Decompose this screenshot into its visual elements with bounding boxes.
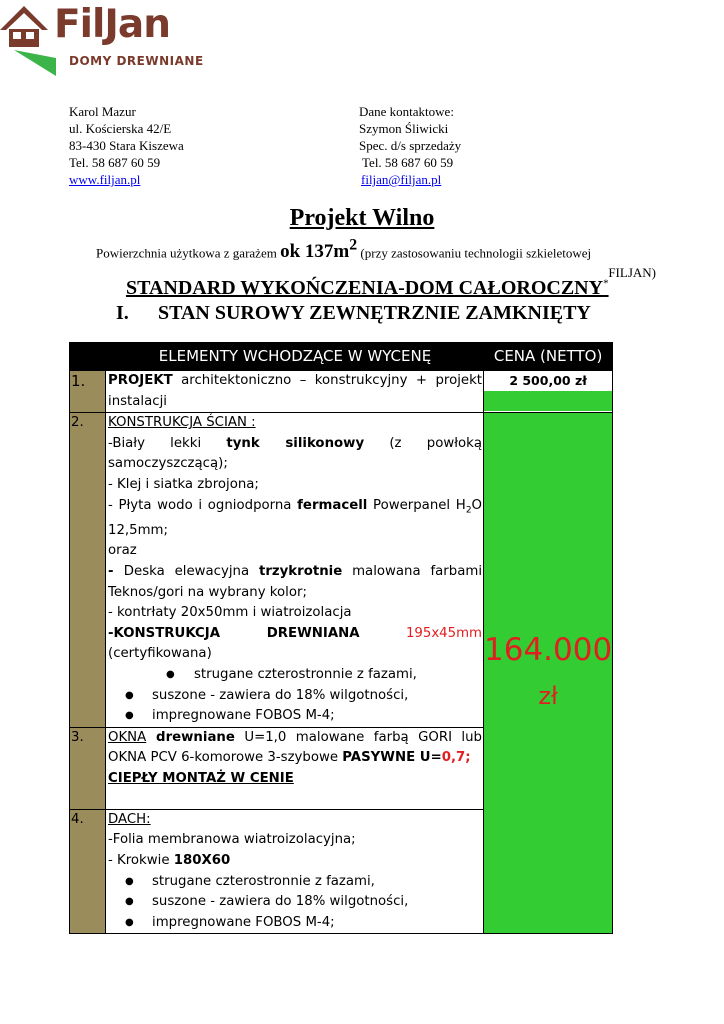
row-number: 2. bbox=[70, 413, 106, 728]
roof-line: -Folia membranowa wiatroizolacyjna; bbox=[108, 832, 356, 848]
windows-install: CIEPŁY MONTAŻ W CENIE bbox=[108, 770, 294, 786]
roof-line: - Krokwie bbox=[108, 852, 174, 868]
walls-line: O 12,5mm; bbox=[108, 497, 483, 538]
walls-line: Powerpanel H bbox=[367, 497, 466, 513]
list-item: ● impregnowane FOBOS M-4; bbox=[152, 913, 482, 934]
walls-bold: fermacell bbox=[297, 497, 368, 513]
project-text: architektoniczno – konstrukcyjny + projekt instalacji bbox=[108, 373, 482, 409]
total-price-currency: zł bbox=[538, 682, 558, 711]
contact-line: Szymon Śliwicki bbox=[359, 121, 449, 136]
area-sup: 2 bbox=[349, 237, 358, 254]
bullet-list bbox=[108, 686, 482, 727]
row-content bbox=[106, 727, 484, 809]
windows-text: U=1,0 malowane farbą GORI lub OKNA PCV 6-komorowe 3-szybowe bbox=[108, 729, 482, 766]
company-logo bbox=[0, 0, 210, 80]
walls-line: (z powłoką samoczyszczącą); bbox=[108, 435, 482, 472]
walls-line: malowana farbami Teknos/gori na wybrany kolor; bbox=[108, 564, 483, 600]
construction-label: -KONSTRUKCJA DREWNIANA bbox=[108, 625, 360, 641]
walls-line: - Płyta wodo i ogniodporna bbox=[108, 497, 298, 513]
contact-details bbox=[359, 103, 461, 188]
area-suffix-2: FILJAN) bbox=[608, 265, 656, 281]
brand-tagline: DOMY DREWNIANE bbox=[69, 54, 204, 68]
row-number: 4. bbox=[70, 809, 106, 934]
windows-u-value: 0,7; bbox=[441, 750, 471, 766]
list-item: ● impregnowane FOBOS M-4; bbox=[152, 706, 482, 727]
roof-heading: DACH: bbox=[108, 811, 151, 827]
section-title: STAN SUROWY ZEWNĘTRZNIE ZAMKNIĘTY bbox=[158, 302, 591, 324]
windows-label: OKNA bbox=[108, 729, 147, 745]
table-row bbox=[70, 371, 613, 413]
walls-line: (certyfikowana) bbox=[108, 646, 212, 662]
walls-line: Deska elewacyjna bbox=[123, 564, 259, 579]
company-line: Karol Mazur bbox=[69, 104, 136, 119]
contact-line: Dane kontaktowe: bbox=[359, 104, 454, 119]
house-logo-icon bbox=[0, 0, 60, 80]
area-value: ok 137m bbox=[280, 241, 350, 263]
area-suffix: (przy zastosowaniu technologii szkieletowej bbox=[360, 245, 592, 261]
row-content bbox=[106, 413, 484, 728]
list-item: ● suszone - zawiera do 18% wilgotności, bbox=[152, 892, 482, 913]
brand-name: FilJan bbox=[54, 2, 170, 47]
standard-title bbox=[126, 277, 609, 300]
walls-sub: 2 bbox=[465, 505, 472, 516]
total-price bbox=[484, 413, 613, 934]
roof-bold: 180X60 bbox=[173, 852, 231, 868]
project-label: PROJEKT bbox=[108, 373, 173, 388]
walls-bold: trzykrotnie bbox=[258, 564, 343, 579]
header-elements: ELEMENTY WCHODZĄCE W WYCENĘ bbox=[106, 343, 484, 371]
list-item: ● strugane czterostronnie z fazami, bbox=[152, 872, 482, 893]
company-line: 83-430 Stara Kiszewa bbox=[69, 138, 184, 153]
list-item: ● suszone - zawiera do 18% wilgotności, bbox=[152, 686, 482, 707]
walls-line: - kontrłaty 20x50mm i wiatroizolacja bbox=[108, 605, 352, 621]
header-num bbox=[70, 343, 106, 371]
walls-heading: KONSTRUKCJA ŚCIAN : bbox=[108, 415, 256, 431]
project-title: Projekt Wilno bbox=[289, 205, 435, 231]
standard-mark: * bbox=[603, 277, 609, 290]
walls-bold: tynk silikonowy bbox=[226, 435, 365, 451]
price-fill bbox=[484, 391, 612, 411]
walls-line: oraz bbox=[108, 543, 137, 559]
walls-line: - Klej i siatka zbrojona; bbox=[108, 476, 259, 492]
website-link[interactable]: www.filjan.pl bbox=[69, 172, 141, 187]
area-prefix: Powierzchnia użytkowa z garażem bbox=[96, 245, 277, 261]
row-price bbox=[484, 371, 613, 413]
windows-passive: PASYWNE U= bbox=[342, 750, 442, 766]
row-number: 3. bbox=[70, 727, 106, 809]
bullet-list bbox=[108, 665, 482, 686]
construction-line bbox=[108, 624, 482, 645]
list-item: ● strugane czterostronnie z fazami, bbox=[194, 665, 482, 686]
construction-size: 195x45mm bbox=[405, 625, 483, 641]
section-heading bbox=[116, 302, 591, 325]
walls-bold: - bbox=[108, 564, 124, 579]
pricing-table bbox=[69, 342, 613, 934]
windows-bold: drewniane bbox=[146, 729, 235, 745]
email-link[interactable]: filjan@filjan.pl bbox=[361, 172, 442, 187]
company-line: Tel. 58 687 60 59 bbox=[69, 155, 161, 170]
company-line: ul. Kościerska 42/E bbox=[69, 121, 172, 136]
bullet-list bbox=[108, 872, 482, 934]
company-address bbox=[69, 103, 184, 188]
row-content bbox=[106, 809, 484, 934]
project-price: 2 500,00 zł bbox=[484, 371, 612, 391]
header-price: CENA (NETTO) bbox=[484, 343, 613, 371]
contact-line: Spec. d/s sprzedaży bbox=[359, 138, 462, 153]
standard-title-text: STANDARD WYKOŃCZENIA-DOM CAŁOROCZNY bbox=[126, 277, 604, 299]
table-row bbox=[70, 413, 613, 728]
table-header-row bbox=[70, 343, 613, 371]
walls-line: -Biały lekki bbox=[108, 435, 227, 451]
total-price-value: 164.000 bbox=[484, 632, 613, 669]
contact-line: Tel. 58 687 60 59 bbox=[359, 155, 454, 170]
row-content bbox=[106, 371, 484, 413]
row-number: 1. bbox=[70, 371, 106, 413]
section-number: I. bbox=[116, 302, 129, 324]
